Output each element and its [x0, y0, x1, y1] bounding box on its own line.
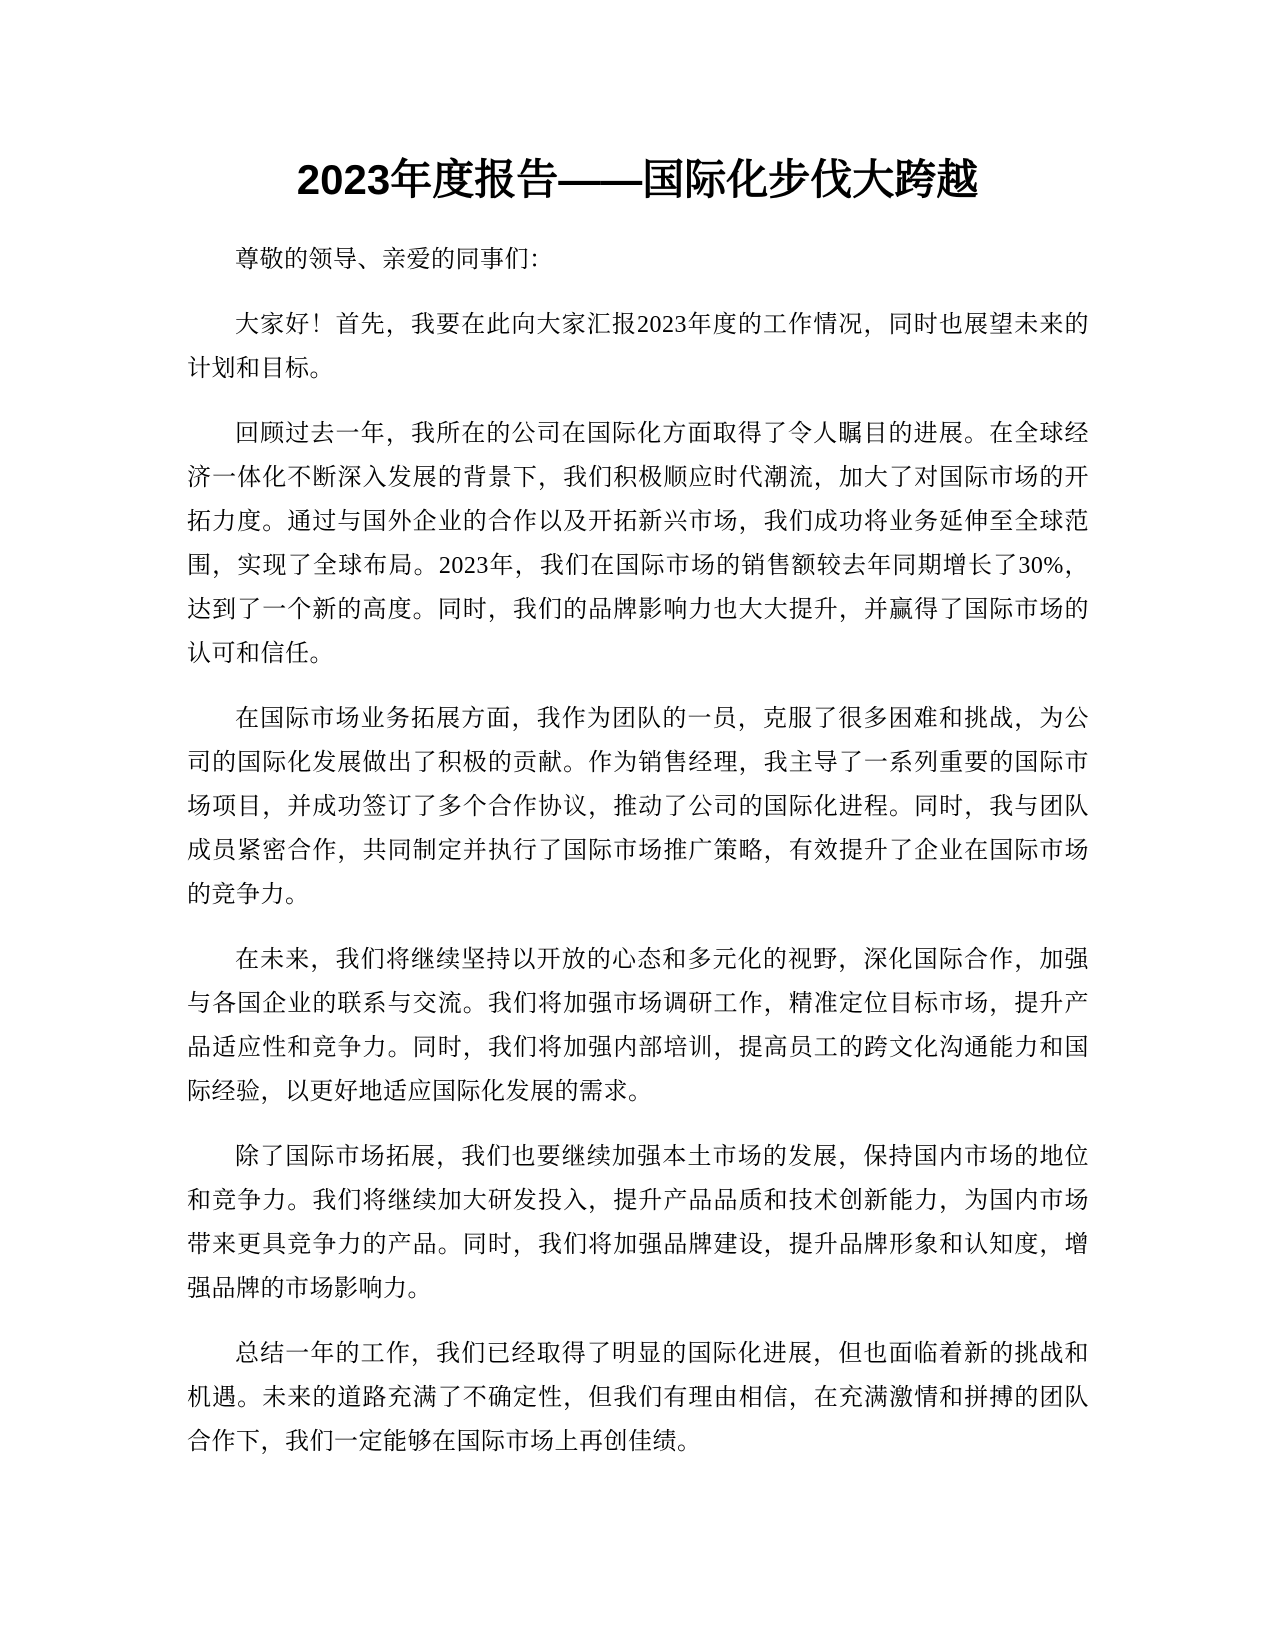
body-paragraph: 大家好！首先，我要在此向大家汇报2023年度的工作情况，同时也展望未来的计划和目标。 [187, 312, 1089, 382]
document-title: 2023年度报告——国际化步伐大跨越 [296, 156, 979, 203]
document-body [187, 238, 1089, 1485]
body-paragraph: 在未来，我们将继续坚持以开放的心态和多元化的视野，深化国际合作，加强与各国企业的联系与交流。我们将加强市场调研工作，精准定位目标市场，提升产品适应性和竞争力。同时，我们将加强内部培训，提高员工的跨文化沟通能力和国际经验，以更好地适应国际化发展的需求。 [187, 947, 1089, 1105]
body-paragraph: 除了国际市场拓展，我们也要继续加强本土市场的发展，保持国内市场的地位和竞争力。我们将继续加大研发投入，提升产品品质和技术创新能力，为国内市场带来更具竞争力的产品。同时，我们将加强品牌建设，提升品牌形象和认知度，增强品牌的市场影响力。 [187, 1144, 1089, 1302]
body-paragraph: 在国际市场业务拓展方面，我作为团队的一员，克服了很多困难和挑战，为公司的国际化发展做出了积极的贡献。作为销售经理，我主导了一系列重要的国际市场项目，并成功签订了多个合作协议，推动了公司的国际化进程。同时，我与团队成员紧密合作，共同制定并执行了国际市场推广策略，有效提升了企业在国际市场的竞争力。 [187, 706, 1089, 908]
closing-paragraph: 总结一年的工作，我们已经取得了明显的国际化进展，但也面临着新的挑战和机遇。未来的道路充满了不确定性，但我们有理由相信，在充满激情和拼搏的团队合作下，我们一定能够在国际市场上再创佳绩。 [187, 1341, 1089, 1455]
salutation-paragraph: 尊敬的领导、亲爱的同事们： [235, 247, 554, 273]
body-paragraph: 回顾过去一年，我所在的公司在国际化方面取得了令人瞩目的进展。在全球经济一体化不断深入发展的背景下，我们积极顺应时代潮流，加大了对国际市场的开拓力度。通过与国外企业的合作以及开拓新兴市场，我们成功将业务延伸至全球范围，实现了全球布局。2023年，我们在国际市场的销售额较去年同期增长了30%，达到了一个新的高度。同时，我们的品牌影响力也大大提升，并赢得了国际市场的认可和信任。 [187, 421, 1089, 667]
